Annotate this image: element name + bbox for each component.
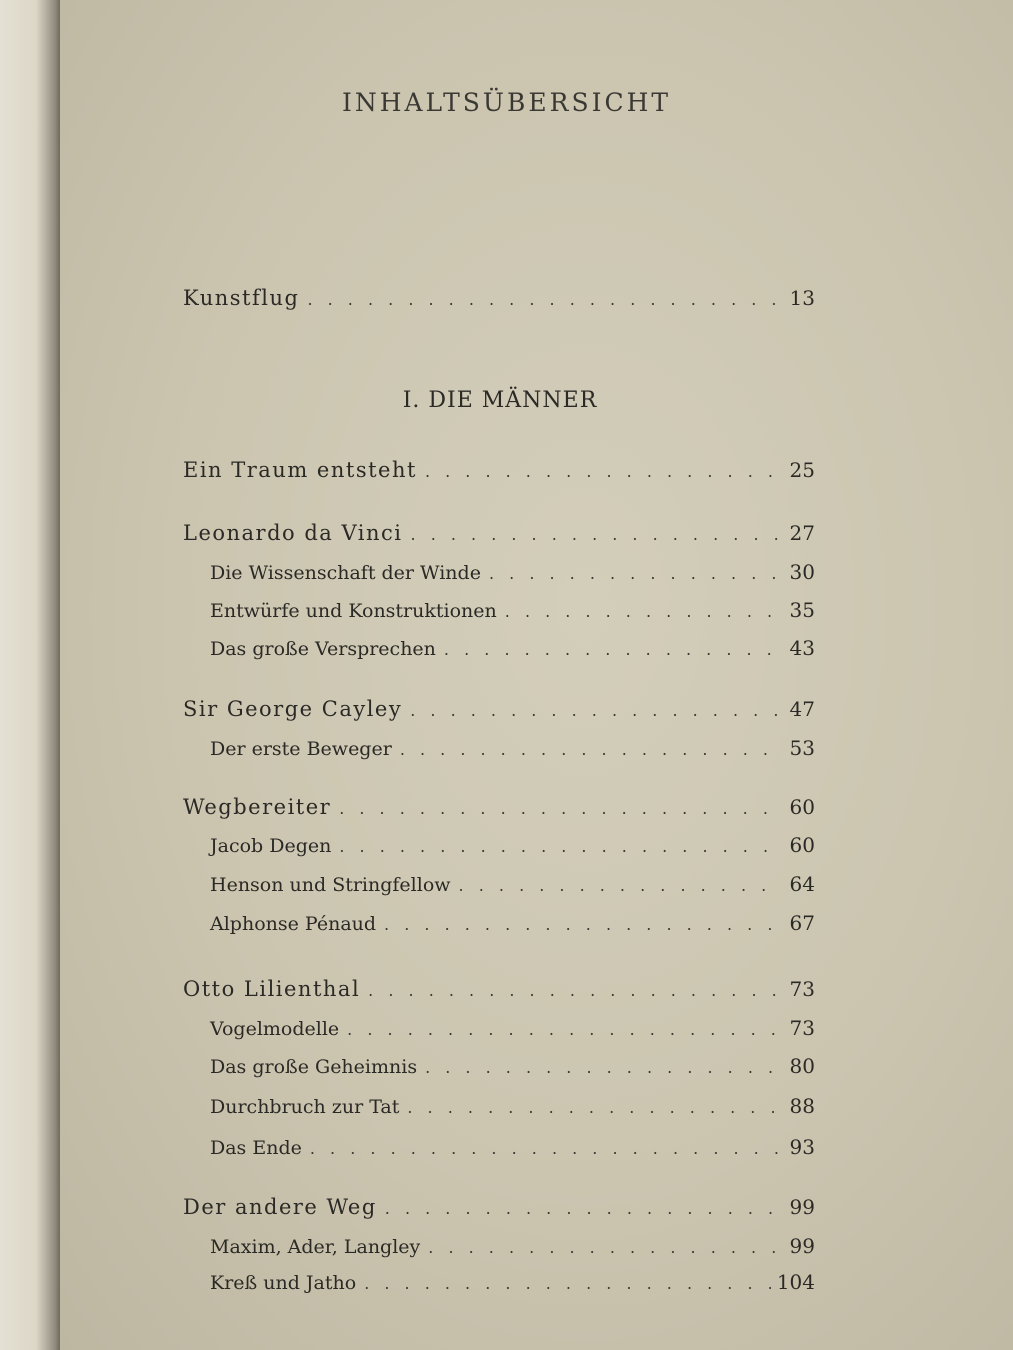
toc-entry-label: Alphonse Pénaud — [210, 913, 377, 935]
toc-subentry — [210, 1054, 815, 1078]
toc-subentry — [210, 1016, 815, 1040]
dot-leader — [364, 1274, 771, 1293]
dot-leader — [410, 701, 779, 720]
toc-subentry — [210, 1234, 815, 1258]
dot-leader — [347, 1020, 779, 1039]
toc-entry — [183, 1195, 815, 1219]
toc-page-number: 27 — [789, 521, 815, 545]
toc-page-number: 30 — [789, 560, 815, 584]
dot-leader — [428, 1238, 779, 1257]
toc-page-number: 60 — [789, 795, 815, 819]
toc-entry — [183, 458, 815, 482]
section-heading: I. DIE MÄNNER — [402, 388, 598, 413]
toc-subentry — [210, 872, 815, 896]
toc-subentry — [210, 911, 815, 935]
toc-subentry — [210, 598, 815, 622]
toc-entry-label: Das große Geheimnis — [210, 1056, 418, 1078]
toc-page-number: 53 — [789, 736, 815, 760]
toc-entry-label: Leonardo da Vinci — [183, 521, 403, 545]
toc-page-number: 64 — [789, 872, 815, 896]
toc-entry-label: Das große Versprechen — [210, 638, 436, 660]
toc-entry-label: Kreß und Jatho — [210, 1272, 357, 1294]
toc-entry-label: Die Wissenschaft der Winde — [210, 562, 481, 584]
dot-leader — [400, 740, 779, 759]
toc-page-number: 13 — [789, 286, 815, 310]
toc-entry-label: Der andere Weg — [183, 1195, 377, 1219]
toc-page-number: 99 — [789, 1234, 815, 1258]
toc-subentry — [210, 736, 815, 760]
toc-page-number: 80 — [789, 1054, 815, 1078]
toc-page-number: 67 — [789, 911, 815, 935]
dot-leader — [425, 462, 779, 481]
dot-leader — [385, 1199, 779, 1218]
toc-entry-label: Durchbruch zur Tat — [210, 1096, 400, 1118]
toc-subentry — [210, 1094, 815, 1118]
toc-entry-prologue — [183, 286, 815, 310]
adjacent-page-edge — [0, 0, 60, 1350]
toc-page-number: 47 — [789, 697, 815, 721]
dot-leader — [505, 602, 779, 621]
dot-leader — [384, 915, 779, 934]
toc-page-number: 35 — [789, 598, 815, 622]
toc-page-number: 60 — [789, 833, 815, 857]
dot-leader — [368, 981, 779, 1000]
dot-leader — [307, 290, 779, 309]
toc-page-number: 93 — [789, 1135, 815, 1159]
toc-entry-label: Kunstflug — [183, 286, 300, 310]
toc-entry-label: Wegbereiter — [183, 795, 332, 819]
toc-page-number: 43 — [789, 636, 815, 660]
toc-page-number: 25 — [789, 458, 815, 482]
toc-entry-label: Jacob Degen — [210, 835, 332, 857]
dot-leader — [489, 564, 779, 583]
toc-page-number: 104 — [776, 1270, 815, 1294]
dot-leader — [411, 525, 779, 544]
toc-subentry — [210, 1135, 815, 1159]
toc-page-number: 73 — [789, 977, 815, 1001]
toc-entry-label: Entwürfe und Konstruktionen — [210, 600, 497, 622]
dot-leader — [339, 799, 779, 818]
toc-page-number: 88 — [789, 1094, 815, 1118]
toc-entry-label: Vogelmodelle — [210, 1018, 340, 1040]
toc-entry — [183, 795, 815, 819]
toc-subentry — [210, 833, 815, 857]
toc-entry-label: Maxim, Ader, Langley — [210, 1236, 421, 1258]
toc-entry — [183, 521, 815, 545]
toc-entry-label: Henson und Stringfellow — [210, 874, 451, 896]
toc-entry-label: Das Ende — [210, 1137, 302, 1159]
toc-page-number: 99 — [789, 1195, 815, 1219]
dot-leader — [459, 876, 779, 895]
dot-leader — [444, 640, 779, 659]
toc-entry-label: Otto Lilienthal — [183, 977, 361, 1001]
toc-entry-label: Der erste Beweger — [210, 738, 392, 760]
toc-entry — [183, 697, 815, 721]
toc-entry-label: Ein Traum entsteht — [183, 458, 417, 482]
dot-leader — [425, 1058, 779, 1077]
dot-leader — [339, 837, 779, 856]
toc-subentry — [210, 560, 815, 584]
toc-entry — [183, 977, 815, 1001]
page-title: INHALTSÜBERSICHT — [341, 88, 672, 117]
dot-leader — [407, 1098, 779, 1117]
toc-entry-label: Sir George Cayley — [183, 697, 403, 721]
toc-subentry — [210, 636, 815, 660]
dot-leader — [310, 1139, 779, 1158]
toc-subentry — [210, 1270, 815, 1294]
toc-page-number: 73 — [789, 1016, 815, 1040]
